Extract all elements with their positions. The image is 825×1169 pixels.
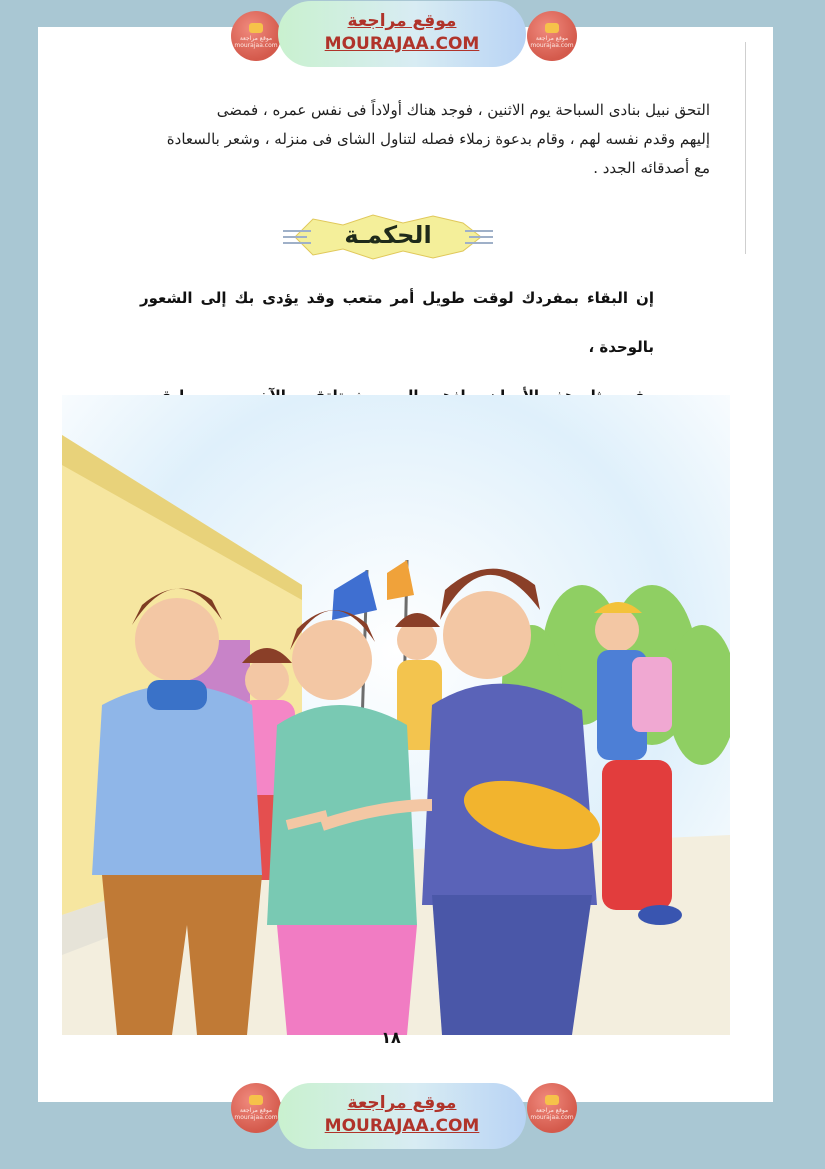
site-name[interactable]: موقع مراجعة xyxy=(347,1093,457,1113)
section-title-badge xyxy=(283,213,493,261)
site-url[interactable]: MOURAJAA.COM xyxy=(324,1116,480,1136)
wisdom-line: إن البقاء بمفردك لوقت طويل أمر متعب وقد يؤدى بك إلى الشعور بالوحدة ، xyxy=(140,289,654,356)
section-title: الحكمـة xyxy=(344,221,432,249)
book-icon xyxy=(545,23,559,33)
book-icon xyxy=(249,1095,263,1105)
site-logo-left-bottom: موقع مراجعة mourajaa.com xyxy=(231,1083,281,1133)
story-line: إليهم وقدم نفسه لهم ، وقام بدعوة زملاء فصله لتناول الشاى فى منزله ، وشعر بالسعادة xyxy=(166,130,710,148)
site-logo-right-bottom: موقع مراجعة mourajaa.com xyxy=(527,1083,577,1133)
site-banner-top[interactable] xyxy=(278,1,526,67)
site-url[interactable]: MOURAJAA.COM xyxy=(324,34,480,54)
site-banner-bottom[interactable] xyxy=(278,1083,526,1149)
story-paragraph xyxy=(70,96,710,183)
book-icon xyxy=(545,1095,559,1105)
story-line: مع أصدقائه الجدد . xyxy=(593,159,710,177)
book-icon xyxy=(249,23,263,33)
story-illustration xyxy=(62,395,730,1035)
site-logo-left-top: موقع مراجعة mourajaa.com xyxy=(231,11,281,61)
page-number: ١٨ xyxy=(381,1028,401,1047)
story-line: التحق نبيل بنادى السباحة يوم الاثنين ، فوجد هناك أولاداً فى نفس عمره ، فمضى xyxy=(216,101,710,119)
site-name[interactable]: موقع مراجعة xyxy=(347,11,457,31)
margin-rule xyxy=(745,42,746,254)
site-logo-right-top: موقع مراجعة mourajaa.com xyxy=(527,11,577,61)
